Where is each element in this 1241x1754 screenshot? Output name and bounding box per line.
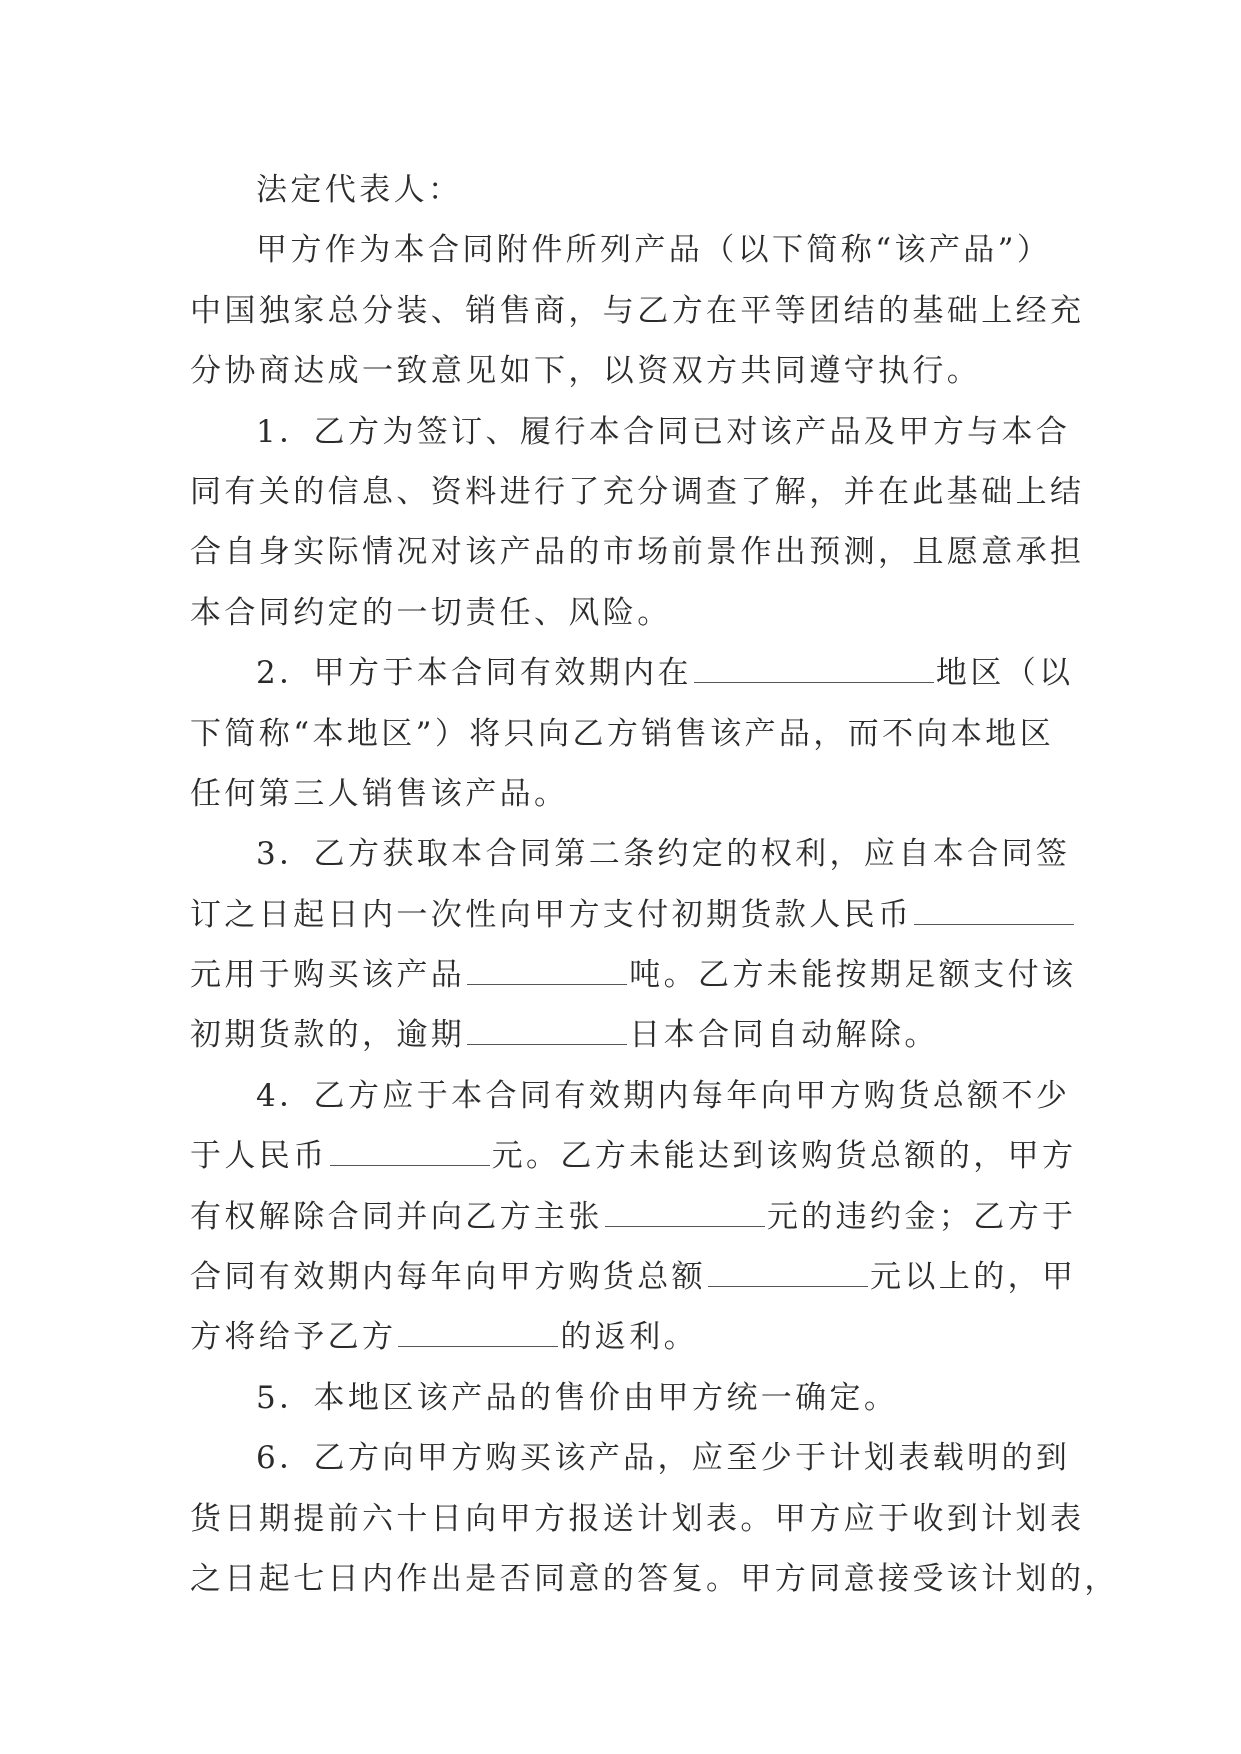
tonnage-blank [467,960,627,985]
clause-4-line-5: 方将给予乙方 的返利。 [190,1319,699,1356]
clause-4-line-3: 有权解除合同并向乙方主张 元的违约金；乙方于 [190,1198,1077,1235]
clause-3-line-4: 初期货款的，逾期 日本合同自动解除。 [190,1017,939,1054]
initial-payment-blank [914,900,1074,925]
penalty-blank [605,1202,765,1227]
clause-6-line-1: 6．乙方向甲方购买该产品，应至少于计划表载明的到 [256,1440,1071,1477]
contract-page [190,160,1119,1609]
clause-3-line-1: 3．乙方获取本合同第二条约定的权利，应自本合同签 [256,836,1071,873]
legal-representative-line: 法定代表人： [256,172,463,208]
paragraph-intro-line-2: 中国独家总分装、销售商，与乙方在平等团结的基础上经充 [190,292,1085,329]
paragraph-intro-line-1: 甲方作为本合同附件所列产品（以下简称“该产品”） [256,232,1052,269]
clause-1-line-1: 1．乙方为签订、履行本合同已对该产品及甲方与本合 [256,413,1071,450]
clause-2-line-1: 2．甲方于本合同有效期内在 地区（以 [256,655,1074,692]
rebate-blank [398,1322,558,1347]
clause-4-line-4: 合同有效期内每年向甲方购货总额 元以上的，甲 [190,1259,1077,1296]
region-blank [694,658,934,683]
clause-6-line-3: 之日起七日内作出是否同意的答复。甲方同意接受该计划的， [190,1560,1119,1597]
annual-purchase-blank [330,1141,490,1166]
clause-1-line-4: 本合同约定的一切责任、风险。 [190,594,672,631]
clause-6-line-2: 货日期提前六十日向甲方报送计划表。甲方应于收到计划表 [190,1500,1085,1537]
clause-3-line-2: 订之日起日内一次性向甲方支付初期货款人民币 [190,885,1050,945]
clause-1-line-2: 同有关的信息、资料进行了充分调查了解，并在此基础上结 [190,473,1085,510]
clause-1-line-3: 合自身实际情况对该产品的市场前景作出预测，且愿意承担 [190,534,1085,571]
overdue-days-blank [467,1020,627,1045]
clause-5-line-1: 5．本地区该产品的售价由甲方统一确定。 [256,1379,899,1416]
clause-2-line-3: 任何第三人销售该产品。 [190,775,569,812]
clause-2-line-2: 下简称“本地区”）将只向乙方销售该产品，而不向本地区 [190,715,1055,752]
paragraph-intro-line-3: 分协商达成一致意见如下，以资双方共同遵守执行。 [190,353,982,390]
clause-4-line-2: 于人民币 元。乙方未能达到该购货总额的，甲方 [190,1138,1077,1175]
clause-4-line-1: 4．乙方应于本合同有效期内每年向甲方购货总额不少 [256,1077,1071,1114]
clause-3-line-3: 元用于购买该产品 吨。乙方未能按期足额支付该 [190,957,1077,994]
rebate-threshold-blank [708,1262,868,1287]
